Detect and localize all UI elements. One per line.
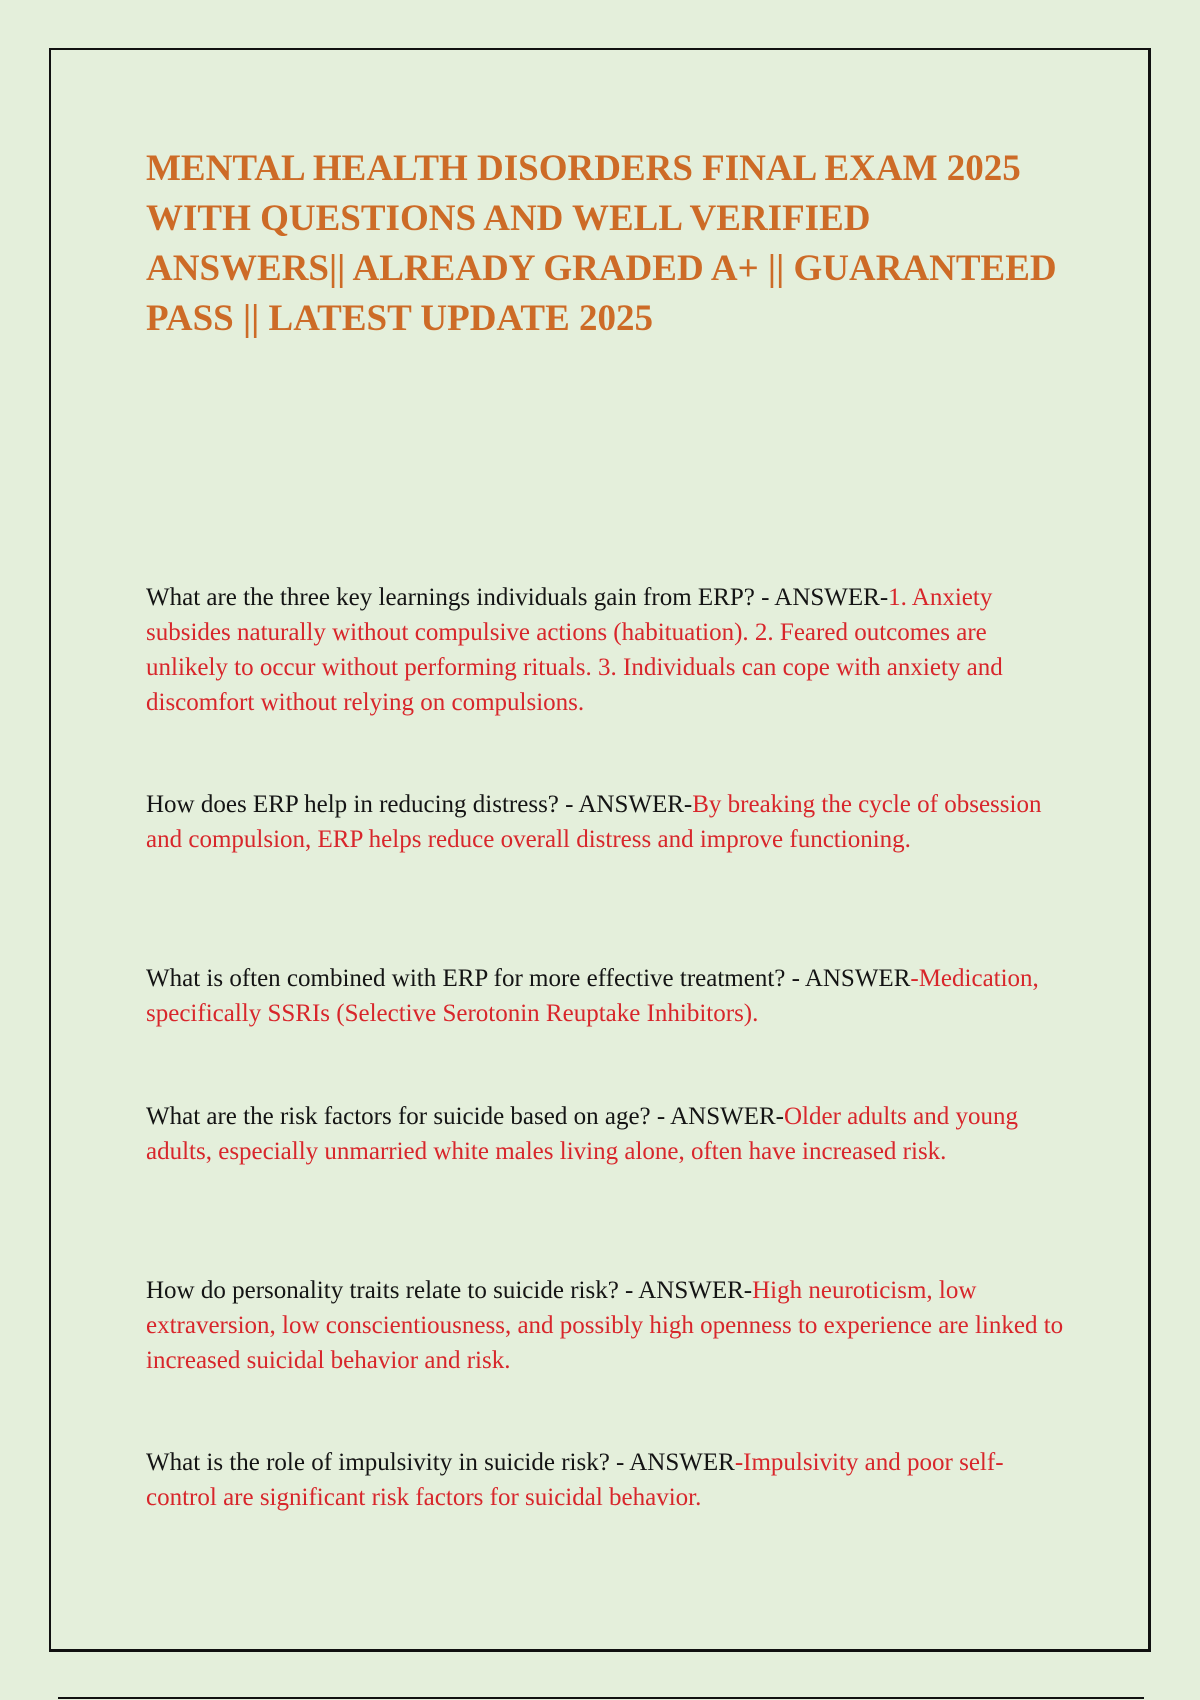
answer-text: Older adults and young adults, especially unmarried white males living alone, often have increased risk. [146,1103,1018,1165]
qa-item-1 [146,580,1066,720]
answer-text: -Medication, specifically SSRIs (Selective Serotonin Reuptake Inhibitors). [146,965,1039,1027]
qa-item-5 [146,1273,1066,1378]
qa-item-4 [146,1099,1066,1169]
qa-item-2 [146,787,1066,857]
question-text: What is the role of impulsivity in suicide risk? - ANSWER [146,1449,735,1476]
answer-text: By breaking the cycle of obsession and compulsion, ERP helps reduce overall distress and improve functioning. [146,791,1042,853]
qa-item-6 [146,1445,1066,1515]
question-text: What is often combined with ERP for more effective treatment? - ANSWER [146,965,911,992]
question-text: What are the risk factors for suicide based on age? - ANSWER- [146,1103,784,1130]
document-title: MENTAL HEALTH DISORDERS FINAL EXAM 2025 WITH QUESTIONS AND WELL VERIFIED ANSWERS|| ALREADY GRADED A+ || GUARANTEED PASS || LATEST UPDATE 2025 [146,148,1057,339]
question-text: How does ERP help in reducing distress? - ANSWER- [146,791,693,818]
answer-text: -Impulsivity and poor self-control are significant risk factors for suicidal behavior. [146,1449,1004,1511]
question-text: What are the three key learnings individuals gain from ERP? - ANSWER- [146,584,889,611]
answer-text: 1. Anxiety subsides naturally without compulsive actions (habituation). 2. Feared outcomes are unlikely to occur without performing rituals. 3. Individuals can cope with anxiety and discomfort without relying on compulsions. [146,584,1003,716]
next-page-top-border [58,1697,1144,1699]
answer-text: High neuroticism, low extraversion, low conscientiousness, and possibly high openness to experience are linked to increased suicidal behavior and risk. [146,1277,1064,1374]
qa-item-3 [146,961,1066,1031]
question-text: How do personality traits relate to suicide risk? - ANSWER- [146,1277,753,1304]
